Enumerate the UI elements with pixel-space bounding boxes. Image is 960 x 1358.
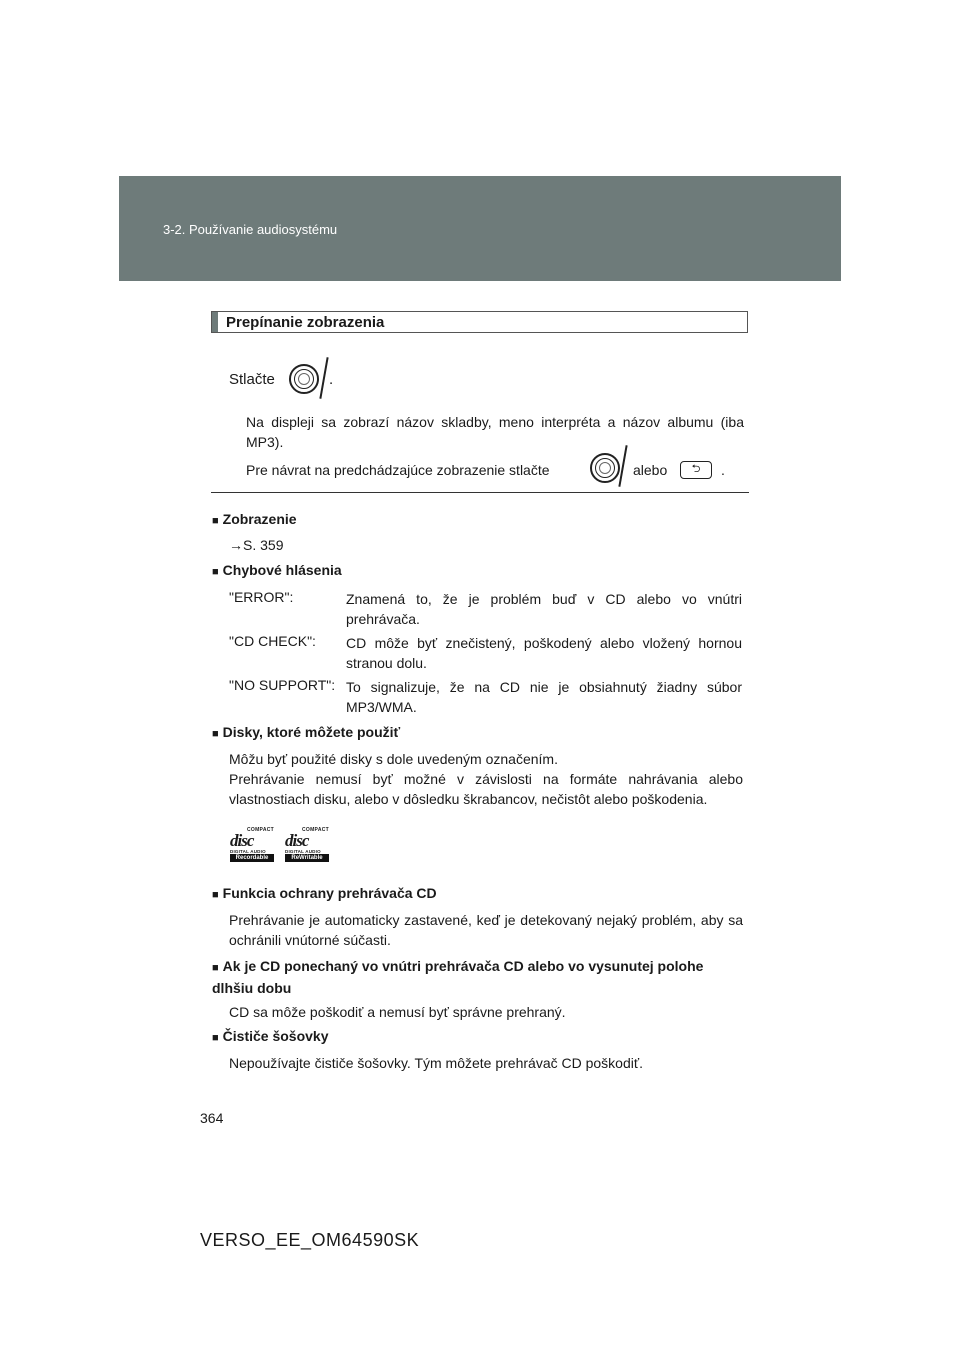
press-suffix: . (329, 371, 334, 388)
protection-text: Prehrávanie je automaticky zastavené, keď je detekovaný nejaký problém, aby sa ochránili vnútorné súčasti. (229, 912, 743, 948)
error-desc: CD môže byť znečistený, poškodený alebo vložený hornou stranou dolu. (346, 635, 742, 671)
chapter-header (119, 176, 841, 281)
knob-pointer-line (319, 357, 328, 399)
error-code: "ERROR": (229, 589, 294, 605)
heading-discs: ■ Disky, ktoré môžete použiť (212, 724, 401, 740)
compact-disc-recordable-logo: COMPACT disc DIGITAL AUDIO Recordable (230, 827, 274, 861)
heading-display: ■ Zobrazenie (212, 511, 297, 527)
subsection-title: Prepínanie zobrazenia (226, 314, 385, 331)
heading-left-in: ■ Ak je CD ponechaný vo vnútri prehrávača CD alebo vo vysunutej polohe dlhšiu dobu (212, 958, 704, 996)
discs-line2: Prehrávanie nemusí byť možné v závislosti na formáte nahrávania alebo vlastnostiach disku, alebo v dôsledku škrabancov, nečistôt alebo poškodenia. (229, 771, 743, 807)
bullet-icon: ■ (212, 962, 219, 974)
bullet-icon: ■ (212, 1032, 219, 1044)
subsection-title-box (211, 311, 748, 333)
page-reference: →S. 359 (229, 537, 284, 553)
bullet-icon: ■ (212, 889, 219, 901)
section-title: 3-2. Používanie audiosystému (163, 222, 338, 237)
title-accent-bar (212, 312, 218, 332)
cleaners-text: Nepoužívajte čističe šošovky. Tým môžete prehrávač CD poškodiť. (229, 1055, 644, 1071)
page-number: 364 (200, 1110, 224, 1126)
discs-line1: Môžu byť použité disky s dole uvedeným označením. (229, 751, 558, 767)
bullet-icon: ■ (212, 728, 219, 740)
heading-errors: ■ Chybové hlásenia (212, 562, 342, 578)
error-code: "CD CHECK": (229, 633, 316, 649)
left-in-text: CD sa môže poškodiť a nemusí byť správne prehraný. (229, 1004, 566, 1020)
step-description: Na displeji sa zobrazí názov skladby, meno interpréta a názov albumu (iba MP3). (246, 414, 744, 450)
tune-knob-icon (289, 364, 319, 394)
return-prefix: Pre návrat na predchádzajúce zobrazenie stlačte (246, 462, 550, 478)
press-label: Stlačte (229, 371, 275, 388)
error-desc: To signalizuje, že na CD nie je obsiahnutý žiadny súbor MP3/WMA. (346, 679, 742, 715)
back-arrow-icon: ⮌ (680, 461, 712, 479)
compact-disc-rewritable-logo: COMPACT disc DIGITAL AUDIO ReWritable (285, 827, 329, 861)
document-code: VERSO_EE_OM64590SK (200, 1230, 420, 1250)
heading-cleaners: ■ Čističe šošovky (212, 1028, 329, 1044)
error-desc: Znamená to, že je problém buď v CD alebo vo vnútri prehrávača. (346, 591, 742, 627)
return-suffix: . (721, 462, 725, 478)
bullet-icon: ■ (212, 566, 219, 578)
section-divider (211, 492, 749, 493)
bullet-icon: ■ (212, 515, 219, 527)
error-code: "NO SUPPORT": (229, 677, 336, 693)
heading-protection: ■ Funkcia ochrany prehrávača CD (212, 885, 437, 901)
tune-knob-icon (590, 453, 620, 483)
return-mid: alebo (633, 462, 668, 478)
